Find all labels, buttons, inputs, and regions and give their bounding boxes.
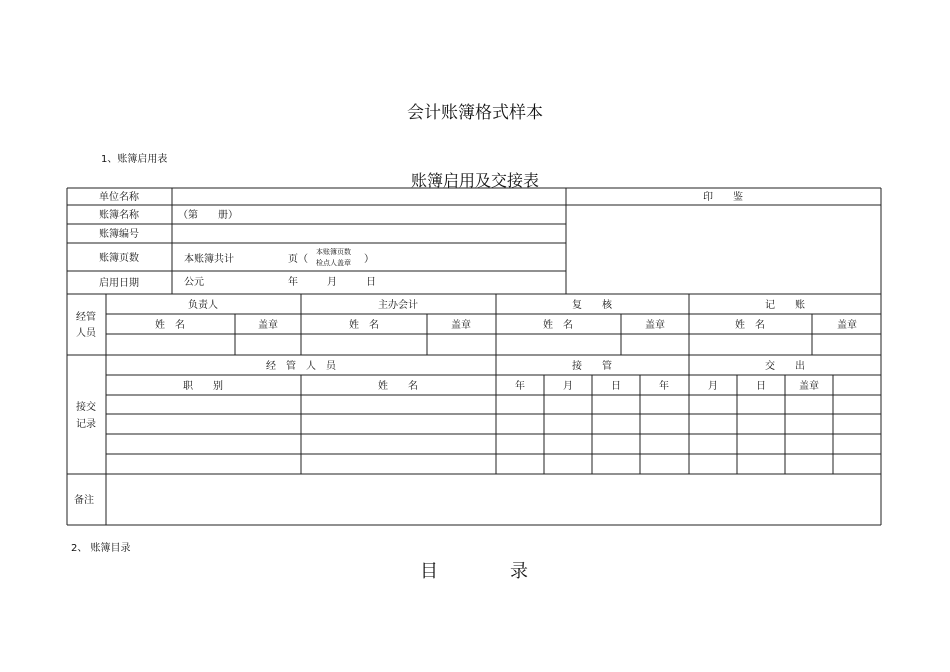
staff-label-line2: 人员 bbox=[76, 328, 96, 339]
role-responsible: 负责人 bbox=[188, 300, 218, 311]
col-name-2: 姓 名 bbox=[349, 320, 379, 331]
pages-unit-text: 页（ bbox=[288, 254, 308, 265]
label-book-pages: 账簿页数 bbox=[99, 253, 139, 264]
date-month: 月 bbox=[327, 277, 337, 288]
col-seal-3: 盖章 bbox=[645, 320, 665, 331]
section-2-heading: 2、 账簿目录 bbox=[71, 543, 131, 554]
catalog-title-part2: 录 bbox=[510, 561, 528, 582]
label-unit-name: 单位名称 bbox=[99, 192, 139, 203]
col-seal-1: 盖章 bbox=[258, 320, 278, 331]
staff-label-line1: 经管 bbox=[76, 312, 96, 323]
section-1-heading: 1、账簿启用表 bbox=[101, 154, 168, 165]
table-title: 账簿启用及交接表 bbox=[410, 171, 539, 190]
handover-staff-header: 经 管 人 员 bbox=[266, 361, 336, 372]
col-handout-stamp: 盖章 bbox=[799, 381, 819, 392]
book-name-value: （第 册） bbox=[178, 210, 238, 221]
pages-value-text: 本账簿共计 bbox=[184, 254, 234, 265]
col-name-3: 姓 名 bbox=[543, 320, 573, 331]
catalog-title-part1: 目 bbox=[420, 561, 438, 582]
date-year: 年 bbox=[288, 277, 298, 288]
label-book-name: 账簿名称 bbox=[99, 210, 139, 221]
date-gongyuan: 公元 bbox=[184, 277, 204, 288]
col-handout-day: 日 bbox=[756, 381, 766, 392]
remarks-label: 备注 bbox=[74, 495, 94, 506]
col-receive-year: 年 bbox=[515, 381, 525, 392]
col-seal-4: 盖章 bbox=[837, 320, 857, 331]
pages-note-stamp: 检点人盖章 bbox=[316, 259, 351, 267]
label-start-date: 启用日期 bbox=[99, 278, 139, 289]
handover-label-line1: 接交 bbox=[76, 402, 96, 413]
col-name-1: 姓 名 bbox=[155, 320, 185, 331]
col-seal-2: 盖章 bbox=[451, 320, 471, 331]
handover-label-line2: 记录 bbox=[76, 419, 96, 430]
col-name: 姓 名 bbox=[378, 381, 418, 392]
role-chief-accountant: 主办会计 bbox=[378, 300, 418, 311]
col-receive-day: 日 bbox=[611, 381, 621, 392]
col-name-4: 姓 名 bbox=[735, 320, 765, 331]
pages-close-paren: ） bbox=[364, 254, 374, 265]
col-position: 职 别 bbox=[183, 381, 223, 392]
role-bookkeeper: 记 账 bbox=[765, 300, 805, 311]
label-book-number: 账簿编号 bbox=[99, 229, 139, 240]
pages-note-count: 本账簿页数 bbox=[316, 248, 351, 256]
receive-header: 接 管 bbox=[572, 361, 612, 372]
document-title: 会计账簿格式样本 bbox=[407, 103, 543, 123]
role-reviewer: 复 核 bbox=[572, 300, 612, 311]
label-seal: 印 鉴 bbox=[703, 192, 743, 203]
date-day: 日 bbox=[366, 277, 376, 288]
col-handout-month: 月 bbox=[708, 381, 718, 392]
col-handout-year: 年 bbox=[659, 381, 669, 392]
col-receive-month: 月 bbox=[563, 381, 573, 392]
handout-header: 交 出 bbox=[765, 361, 805, 372]
